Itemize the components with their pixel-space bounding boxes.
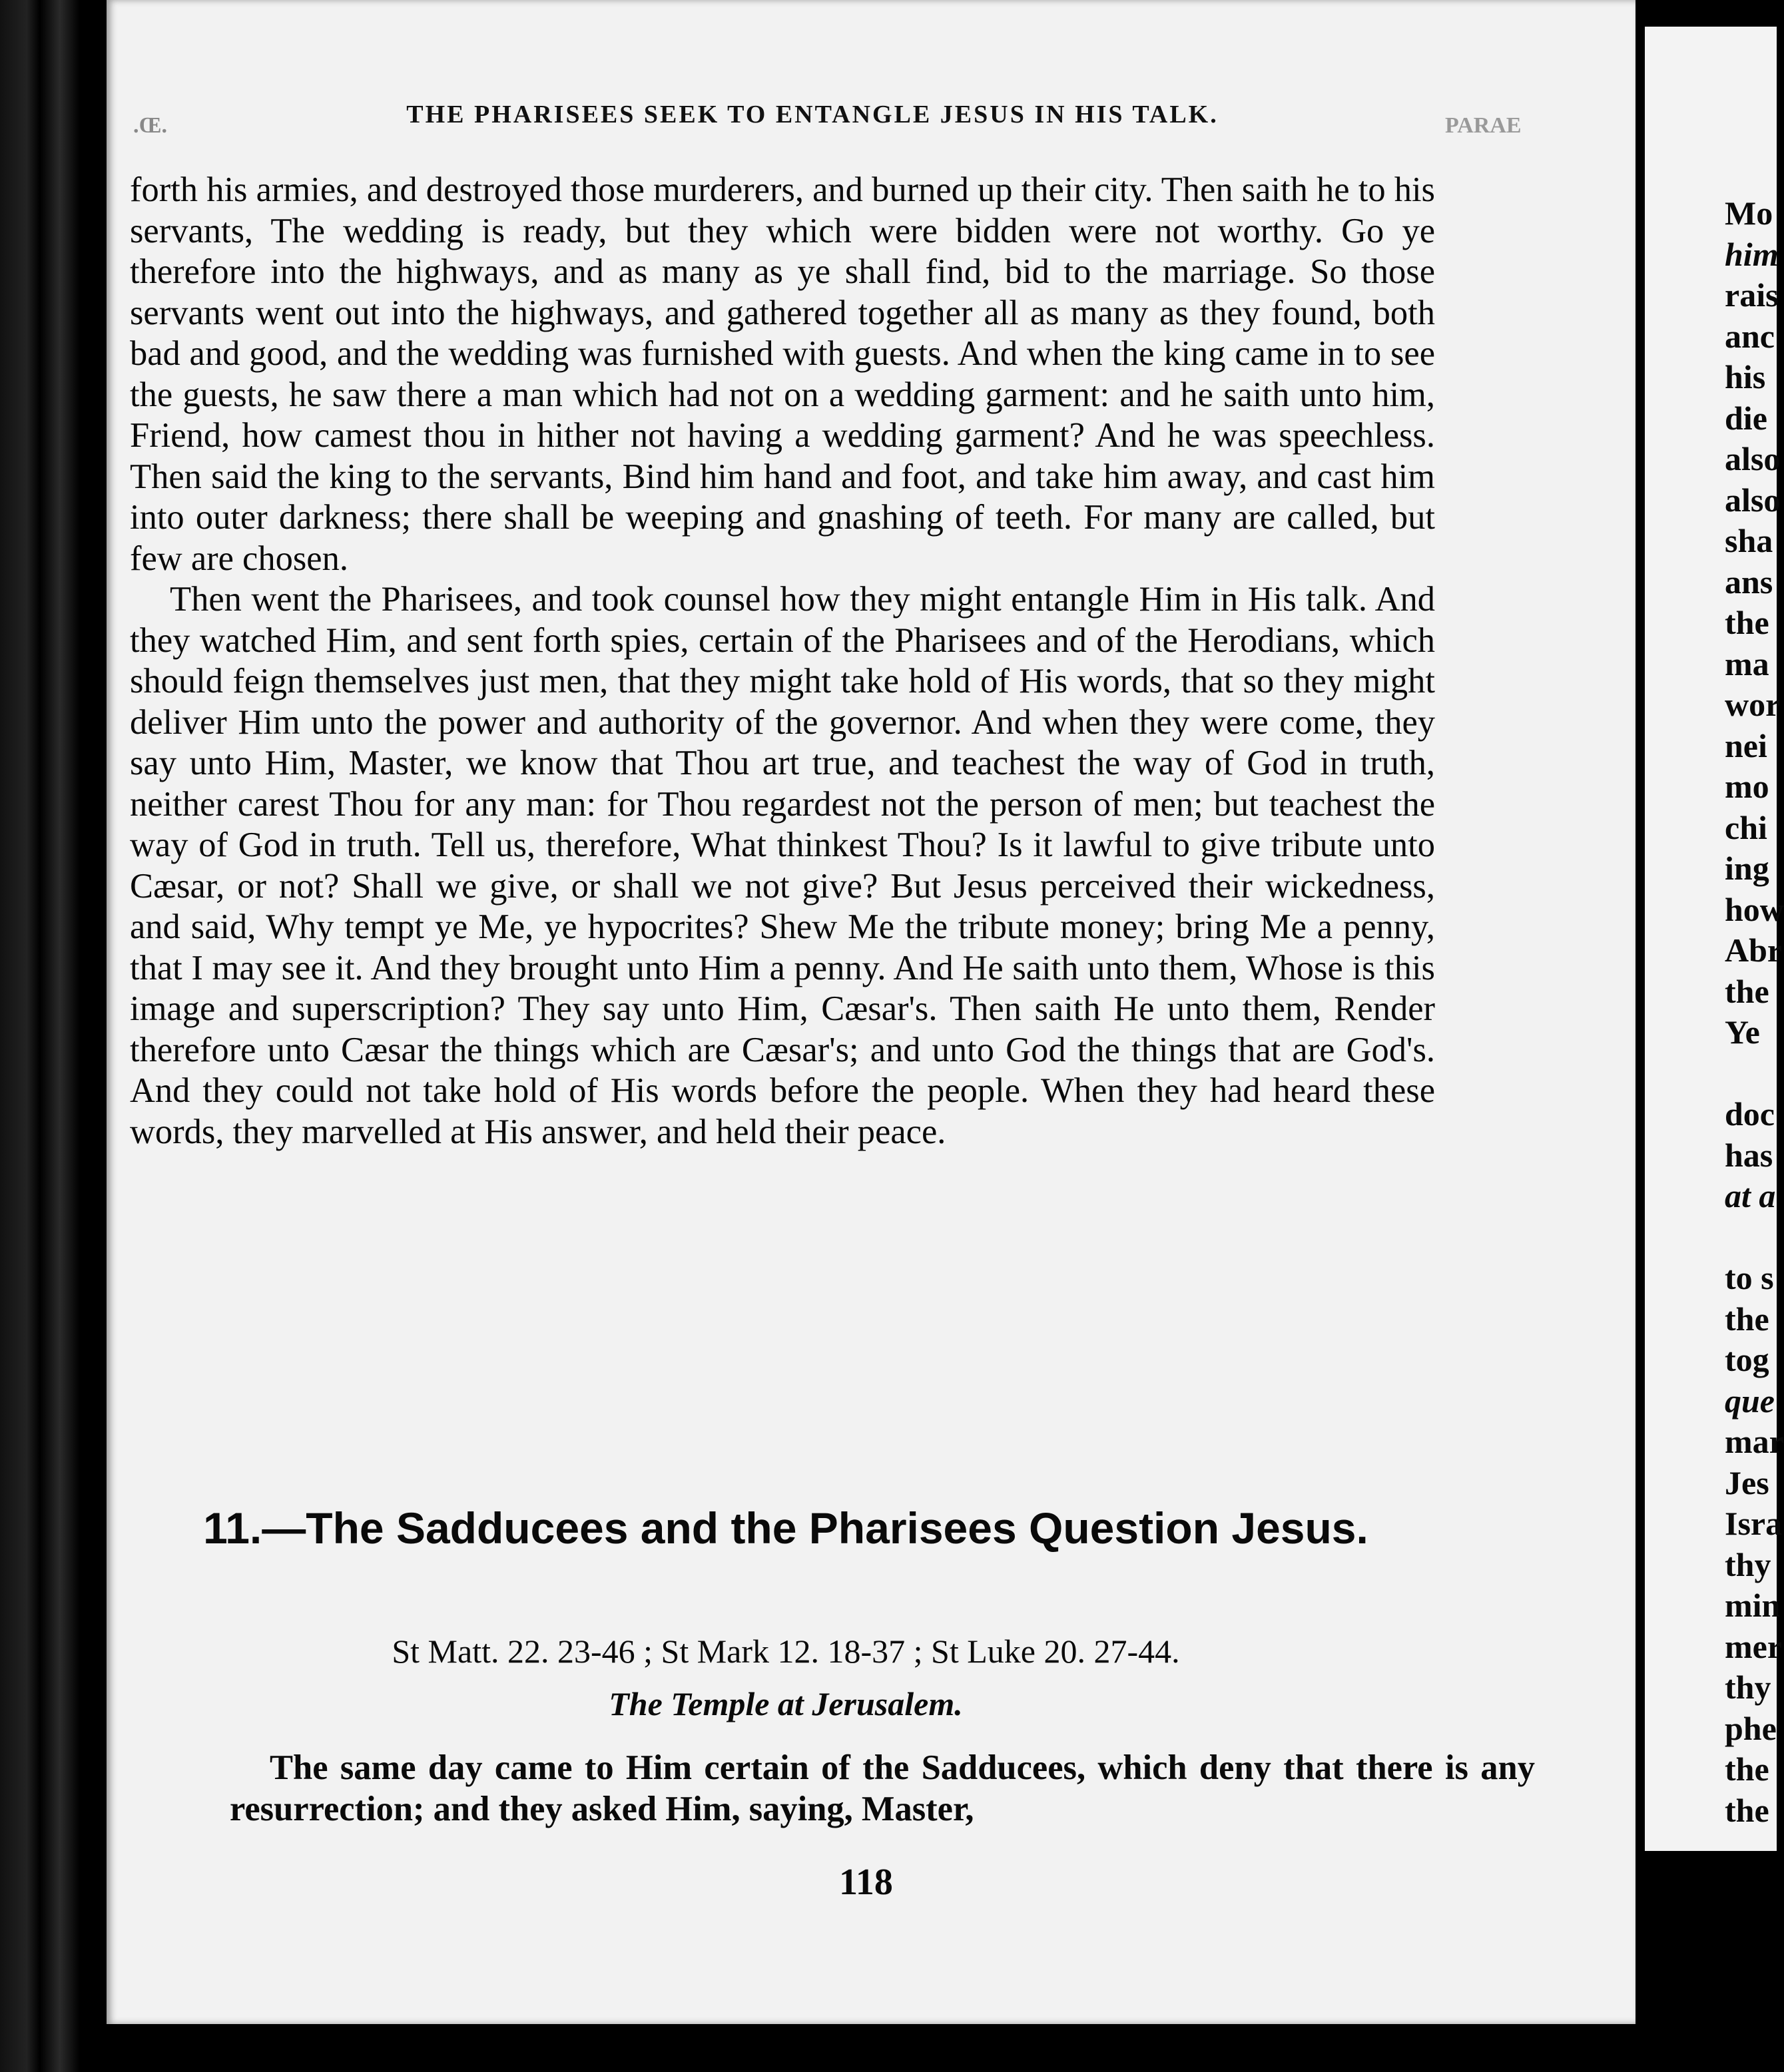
facing-page-line: mo bbox=[1725, 768, 1769, 805]
facing-page-line: nei bbox=[1725, 726, 1767, 764]
facing-page-line: the bbox=[1725, 972, 1769, 1010]
facing-page-line: the bbox=[1725, 1300, 1769, 1338]
facing-page-line: the bbox=[1725, 1791, 1769, 1829]
facing-page-line: min bbox=[1725, 1587, 1781, 1624]
paragraph-1: forth his armies, and destroyed those murderers, and burned up their city. Then saith he to his servants, The wedding is ready, but they which were bidden were not worthy. Go ye therefore into the highways, and as many as ye shall find, bid to the marriage. So those servants went out into the highways, and gathered together all as many as they found, both bad and good, and the wedding was furnished with guests. And when the king came in to see the guests, he saw there a man which had not on a wedding garment: and he saith unto him, Friend, how camest thou in hither not having a wedding garment? And he was speechless. Then said the king to the servants, Bind him hand and foot, and take him away, and cast him into outer darkness; there shall be weeping and gnashing of teeth. For many are called, but few are chosen. bbox=[130, 170, 1435, 578]
facing-page-line: Ye bbox=[1725, 1013, 1760, 1051]
facing-page-line bbox=[1725, 1053, 1777, 1095]
facing-page-line: anc bbox=[1725, 317, 1775, 355]
facing-page-line: wor bbox=[1725, 686, 1781, 723]
body-text bbox=[130, 170, 1435, 1153]
facing-page-line: ans bbox=[1725, 563, 1773, 601]
running-head-bleed-right: PARAE bbox=[1445, 113, 1522, 138]
book-spine-edge bbox=[0, 0, 100, 2072]
facing-page-line: rais bbox=[1725, 276, 1779, 314]
facing-page-line: thy bbox=[1725, 1545, 1771, 1583]
facing-page-line: mer bbox=[1725, 1627, 1783, 1665]
section-text bbox=[230, 1748, 1535, 1830]
facing-page-line bbox=[1725, 1217, 1777, 1258]
section-paragraph: The same day came to Him certain of the Sadducees, which deny that there is any resurrection; and they asked Him, saying, Master, bbox=[230, 1748, 1535, 1828]
facing-page-text bbox=[1725, 193, 1784, 1831]
facing-page-line: Jes bbox=[1725, 1463, 1769, 1501]
facing-page-line: the bbox=[1725, 604, 1769, 641]
section-heading: 11.—The Sadducees and the Pharisees Question Jesus. bbox=[203, 1503, 1368, 1553]
facing-page-line: chi bbox=[1725, 808, 1767, 846]
paragraph-2: Then went the Pharisees, and took counsel how they might entangle Him in His talk. And they watched Him, and sent forth spies, certain of the Pharisees and of the Herodians, which should feign themselves just men, that they might take hold of His words, that so they might deliver Him unto the power and authority of the governor. And when they were come, they say unto Him, Master, we know that Thou art true, and teachest the way of God in truth, neither carest Thou for any man: for Thou regardest not the person of men; but teachest the way of God in truth. Tell us, therefore, What thinkest Thou? Is it lawful to give tribute unto Cæsar, or not? Shall we give, or shall we not give? But Jesus perceived their wickedness, and said, Why tempt ye Me, ye hypocrites? Shew Me the tribute money; bring Me a penny, that I may see it. And they brought unto Him a penny. And He saith unto them, Whose is this image and superscription? They say unto Him, Cæsar's. Then saith He unto them, Render therefore unto Cæsar the things which are Cæsar's; and unto God the things that are God's. And they could not take hold of His words before the people. When they had heard these words, they marvelled at His answer, and held their peace. bbox=[130, 580, 1435, 1151]
page-number: 118 bbox=[839, 1862, 893, 1903]
facing-page-line: Mo bbox=[1725, 194, 1773, 232]
facing-page-line: thy bbox=[1725, 1669, 1771, 1706]
facing-page-line: his bbox=[1725, 358, 1766, 395]
facing-page-line: ma bbox=[1725, 645, 1769, 682]
facing-page-line: tog bbox=[1725, 1341, 1769, 1378]
facing-page-line: que bbox=[1725, 1382, 1775, 1420]
facing-page-line: the bbox=[1725, 1750, 1769, 1788]
facing-page-line: how bbox=[1725, 890, 1784, 928]
facing-page-line: ing bbox=[1725, 850, 1769, 887]
facing-page-line: has bbox=[1725, 1136, 1773, 1174]
running-head: THE PHARISEES SEEK TO ENTANGLE JESUS IN HIS TALK. bbox=[406, 101, 1219, 129]
place-caption: The Temple at Jerusalem. bbox=[609, 1685, 963, 1722]
facing-page-line: die bbox=[1725, 399, 1767, 437]
facing-page-line: sha bbox=[1725, 522, 1773, 559]
running-head-bleed-left: .Œ. bbox=[133, 113, 167, 138]
facing-page-line: mar bbox=[1725, 1423, 1784, 1460]
facing-page-line: doc bbox=[1725, 1095, 1775, 1133]
facing-page-line: phe bbox=[1725, 1709, 1777, 1747]
facing-page-line: to s bbox=[1725, 1259, 1774, 1296]
facing-page-line: Isra bbox=[1725, 1505, 1783, 1542]
facing-page-line: also bbox=[1725, 440, 1781, 477]
scripture-references: St Matt. 22. 23-46 ; St Mark 12. 18-37 ; St Luke 20. 27-44. bbox=[392, 1633, 1180, 1670]
facing-page-line: him bbox=[1725, 235, 1779, 273]
facing-page-line: also bbox=[1725, 481, 1781, 519]
facing-page-line: Abr bbox=[1725, 931, 1783, 969]
facing-page-line: at a bbox=[1725, 1177, 1776, 1214]
